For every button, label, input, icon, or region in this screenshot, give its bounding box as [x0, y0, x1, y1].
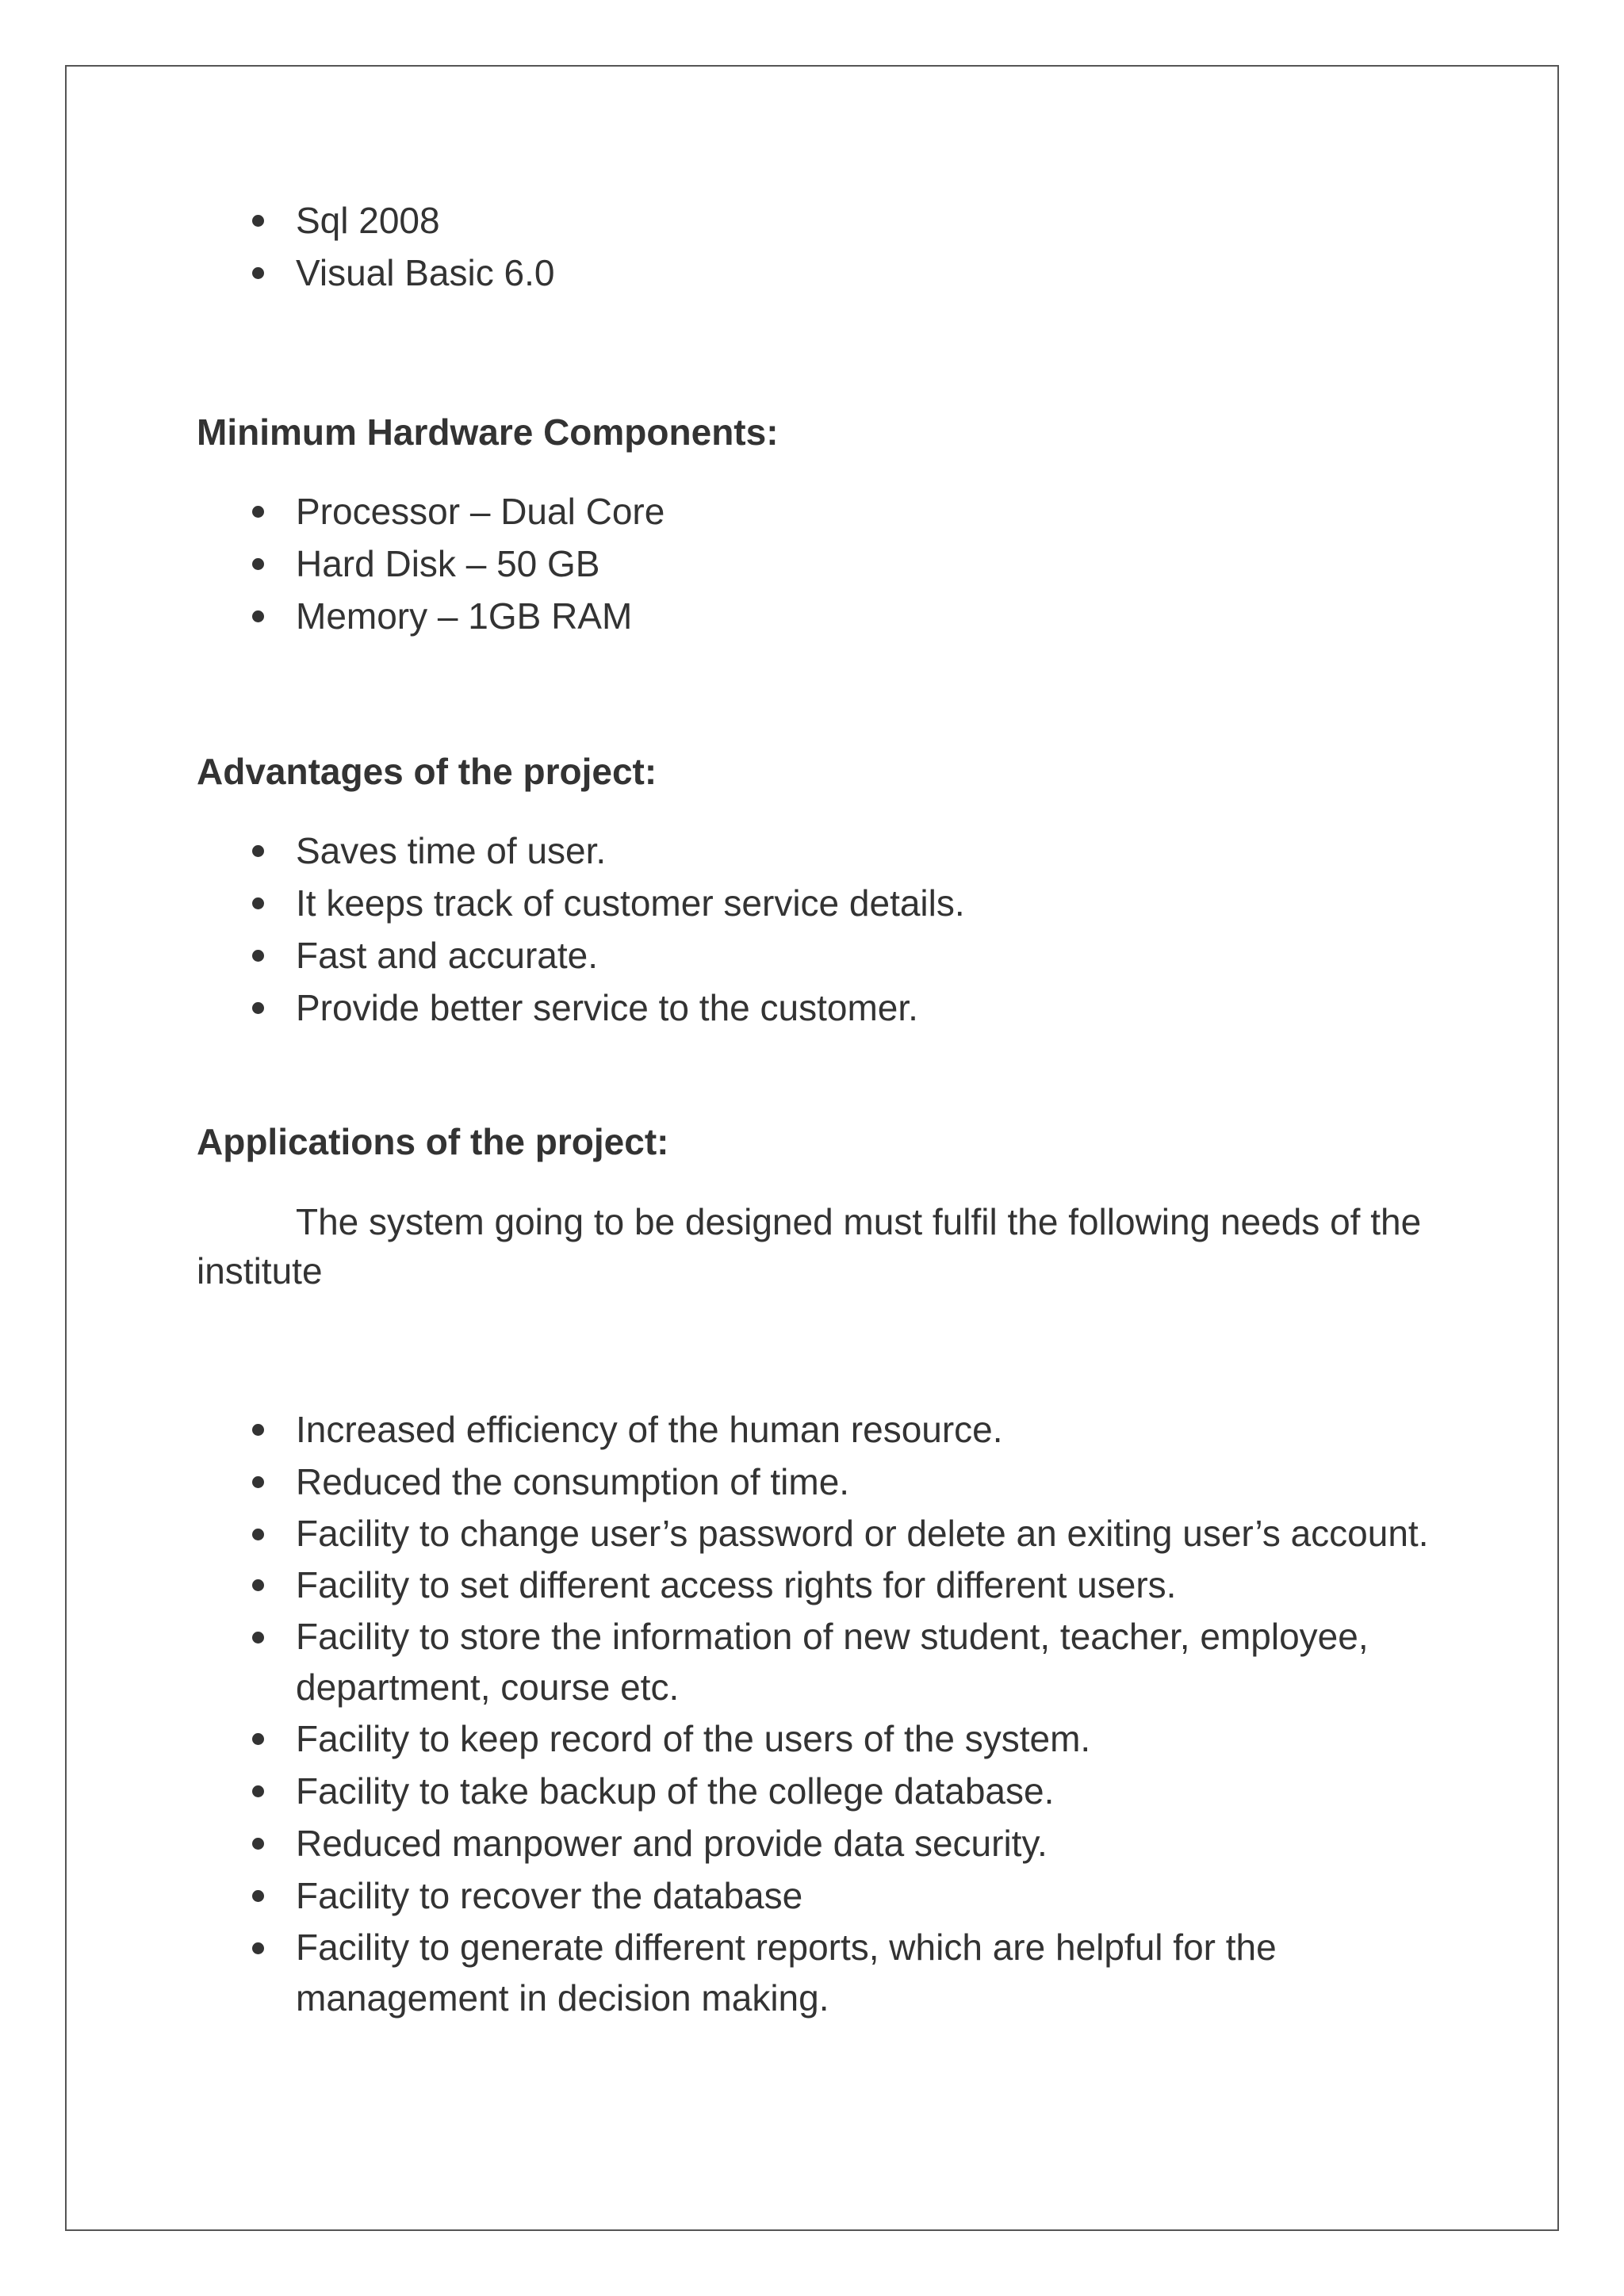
- list-item: [197, 1712, 1434, 1765]
- list-item-text: Facility to set different access rights for different users.: [296, 1564, 1177, 1605]
- list-item: [197, 538, 665, 590]
- list-item: [197, 929, 965, 982]
- list-item: [197, 1817, 1434, 1869]
- list-item: [197, 825, 965, 877]
- bullet-icon: [252, 1890, 264, 1902]
- list-item: [197, 485, 665, 538]
- bullet-icon: [252, 506, 264, 518]
- bullet-icon: [252, 1838, 264, 1850]
- list-item-text: Memory – 1GB RAM: [296, 595, 633, 637]
- list-item-text: Facility to recover the database: [296, 1875, 803, 1916]
- list-item: [197, 1559, 1434, 1611]
- advantages-heading: Advantages of the project:: [197, 751, 657, 792]
- bullet-icon: [252, 558, 264, 570]
- list-item: [197, 194, 554, 247]
- bullet-icon: [252, 1632, 264, 1644]
- list-item: [197, 1765, 1434, 1817]
- software-list: [197, 194, 554, 299]
- list-item-text: Provide better service to the customer.: [296, 987, 918, 1028]
- list-item-text: Facility to store the information of new student, teacher, employee, department, course etc.: [296, 1616, 1369, 1708]
- list-item-text: Facility to keep record of the users of the system.: [296, 1718, 1091, 1759]
- list-item: [197, 982, 965, 1034]
- list-item: [197, 1611, 1434, 1712]
- bullet-icon: [252, 1002, 264, 1014]
- hardware-heading: Minimum Hardware Components:: [197, 411, 779, 453]
- bullet-icon: [252, 1424, 264, 1436]
- bullet-icon: [252, 845, 264, 857]
- advantages-list: [197, 825, 965, 1034]
- applications-intro: The system going to be designed must fulfil the following needs of the institute: [197, 1201, 1422, 1292]
- bullet-icon: [252, 610, 264, 622]
- bullet-icon: [252, 950, 264, 962]
- list-item-text: Hard Disk – 50 GB: [296, 543, 600, 584]
- bullet-icon: [252, 1579, 264, 1591]
- bullet-icon: [252, 1733, 264, 1745]
- bullet-icon: [252, 1785, 264, 1797]
- bullet-icon: [252, 1529, 264, 1540]
- list-item: [197, 1508, 1434, 1559]
- list-item-text: Reduced manpower and provide data security.: [296, 1823, 1048, 1864]
- list-item-text: Reduced the consumption of time.: [296, 1461, 850, 1502]
- list-item: [197, 1403, 1434, 1456]
- list-item-text: Fast and accurate.: [296, 935, 598, 976]
- hardware-list: [197, 485, 665, 642]
- bullet-icon: [252, 267, 264, 279]
- applications-heading: Applications of the project:: [197, 1121, 669, 1162]
- list-item-text: Increased efficiency of the human resource.: [296, 1409, 1003, 1450]
- list-item-text: Facility to change user’s password or delete an exiting user’s account.: [296, 1513, 1429, 1554]
- bullet-icon: [252, 897, 264, 909]
- list-item-text: Facility to take backup of the college database.: [296, 1770, 1055, 1812]
- bullet-icon: [252, 1942, 264, 1954]
- list-item-text: It keeps track of customer service details.: [296, 882, 965, 924]
- list-item-text: Saves time of user.: [296, 830, 607, 871]
- list-item: [197, 247, 554, 299]
- list-item: [197, 590, 665, 642]
- list-item: [197, 1869, 1434, 1922]
- list-item-text: Facility to generate different reports, which are helpful for the management in decision making.: [296, 1927, 1277, 2019]
- bullet-icon: [252, 1476, 264, 1488]
- list-item-text: Visual Basic 6.0: [296, 252, 555, 293]
- list-item: [197, 1456, 1434, 1508]
- bullet-icon: [252, 215, 264, 227]
- list-item: [197, 1922, 1434, 2023]
- list-item-text: Sql 2008: [296, 200, 440, 241]
- list-item-text: Processor – Dual Core: [296, 491, 665, 532]
- list-item: [197, 877, 965, 929]
- applications-list: [197, 1403, 1434, 2023]
